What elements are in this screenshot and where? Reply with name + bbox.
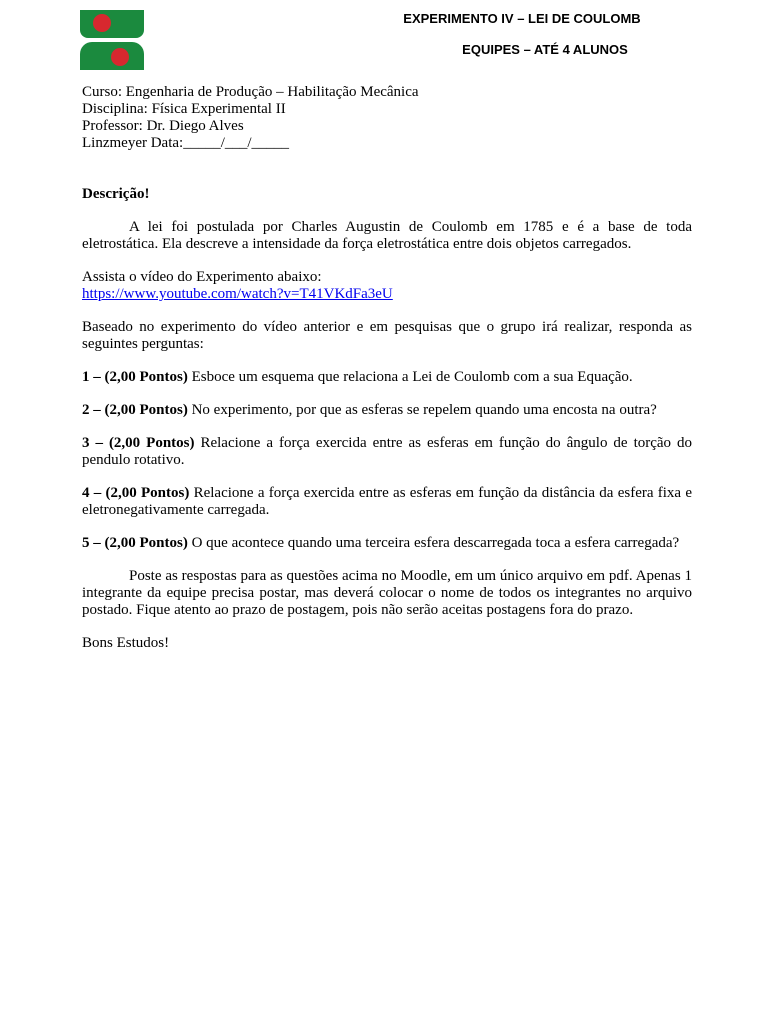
question-label: 2 – (2,00 Pontos) bbox=[82, 402, 188, 418]
question-2 bbox=[82, 402, 692, 419]
question-label: 3 – (2,00 Pontos) bbox=[82, 435, 195, 451]
question-text: Relacione a força exercida entre as esferas em função do ângulo de torção do pendulo rotativo. bbox=[82, 435, 693, 468]
question-label: 4 – (2,00 Pontos) bbox=[82, 485, 190, 501]
submission-paragraph: Poste as respostas para as questões acima no Moodle, em um único arquivo em pdf. Apenas 1 integrante da equipe precisa postar, mas deverá colocar o nome de todos os integrantes no arquivo postado. Fique atento ao prazo de postagem, pois não serão aceitas postagens fora do prazo. bbox=[82, 568, 692, 618]
closing-text: Bons Estudos! bbox=[82, 635, 170, 651]
document-body bbox=[82, 84, 692, 652]
instructions-paragraph: Baseado no experimento do vídeo anterior e em pesquisas que o grupo irá realizar, responda as seguintes perguntas: bbox=[82, 319, 692, 352]
institution-logo bbox=[80, 10, 144, 70]
question-label: 1 – (2,00 Pontos) bbox=[82, 369, 188, 385]
question-1 bbox=[82, 369, 692, 386]
course-line: Curso: Engenharia de Produção – Habilitação Mecânica bbox=[82, 84, 419, 100]
question-5 bbox=[82, 535, 692, 552]
question-text: Relacione a força exercida entre as esferas em função da distância da esfera fixa e eletronegativamente carregada. bbox=[82, 485, 693, 518]
section-heading: Descrição! bbox=[82, 186, 150, 202]
question-text: Esboce um esquema que relaciona a Lei de Coulomb com a sua Equação. bbox=[187, 369, 633, 385]
intro-paragraph: A lei foi postulada por Charles Augustin de Coulomb em 1785 e é a base de toda eletrostática. Ela descreve a intensidade da força eletrostática entre dois objetos carregados. bbox=[82, 219, 692, 252]
question-4 bbox=[82, 485, 692, 519]
question-label: 5 – (2,00 Pontos) bbox=[82, 535, 188, 551]
document-title: EXPERIMENTO IV – LEI DE COULOMB bbox=[403, 11, 641, 26]
question-text: No experimento, por que as esferas se repelem quando uma encosta na outra? bbox=[187, 402, 657, 418]
watch-text: Assista o vídeo do Experimento abaixo: bbox=[82, 269, 322, 285]
document-subtitle: EQUIPES – ATÉ 4 ALUNOS bbox=[462, 42, 628, 57]
discipline-line: Disciplina: Física Experimental II bbox=[82, 101, 286, 117]
question-text: O que acontece quando uma terceira esfera descarregada toca a esfera carregada? bbox=[187, 535, 680, 551]
question-3 bbox=[82, 435, 692, 469]
video-link[interactable]: https://www.youtube.com/watch?v=T41VKdFa3eU bbox=[82, 286, 393, 302]
course-info bbox=[82, 84, 692, 152]
date-line: Linzmeyer Data:_____/___/_____ bbox=[82, 135, 290, 151]
professor-line: Professor: Dr. Diego Alves bbox=[82, 118, 244, 134]
